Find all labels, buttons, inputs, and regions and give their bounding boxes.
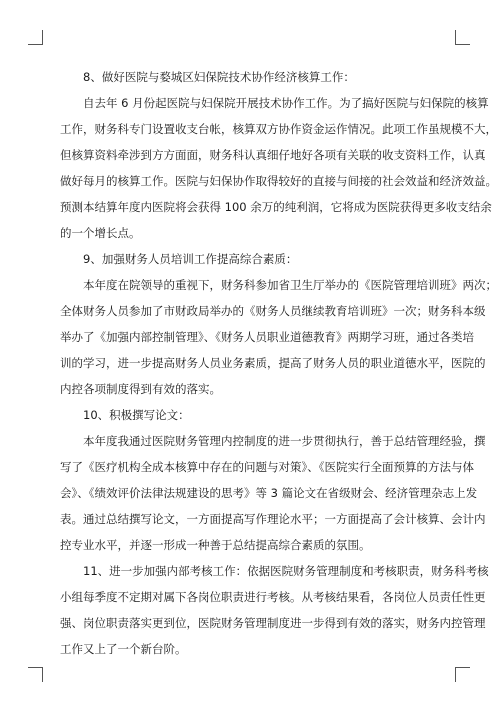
text-line: 写了《医疗机构全成本核算中存在的问题与对策》、《医院实行全面预算的方法与体 <box>60 460 474 474</box>
text-line: 小组每季度不定期对属下各岗位职责进行考核。从考核结果看，各岗位人员责任性更 <box>60 590 486 604</box>
text-line: 的一个增长点。 <box>60 226 141 240</box>
crop-mark-bottom-left <box>28 667 43 682</box>
text-line: 11、进一步加强内部考核工作：依据医院财务管理制度和考核职责，财务科考核 <box>83 564 489 578</box>
paragraph <box>60 64 452 90</box>
text-line: 内控各项制度得到有效的落实。 <box>60 382 221 396</box>
text-line: 但核算资料牵涉到方方面面，财务科认真细仔地好各项有关联的收支资料工作，认真 <box>60 148 486 162</box>
crop-mark-top-right <box>455 30 470 45</box>
paragraph <box>60 428 486 558</box>
text-line: 做好每月的核算工作。医院与妇保协作取得较好的直接与间接的社会效益和经济效益。 <box>60 174 497 188</box>
text-line: 全体财务人员参加了市财政局举办的《财务人员继续教育培训班》一次；财务科本级 <box>60 304 486 318</box>
text-line: 工作又上了一个新台阶。 <box>60 642 187 656</box>
text-line: 8、做好医院与婺城区妇保院技术协作经济核算工作： <box>83 70 355 84</box>
text-line: 举办了《加强内部控制管理》、《财务人员职业道德教育》两期学习班，通过各类培 <box>60 330 474 344</box>
text-line: 强、岗位职责落实更到位，医院财务管理制度进一步得到有效的落实，财务内控管理 <box>60 616 486 630</box>
text-line: 控专业水平，并逐一形成一种善于总结提高综合素质的氛围。 <box>60 538 371 552</box>
paragraph <box>60 90 497 246</box>
text-line: 训的学习，进一步提高财务人员业务素质，提高了财务人员的职业道德水平，医院的 <box>60 356 486 370</box>
text-line: 表。通过总结撰写论文，一方面提高写作理论水平；一方面提高了会计核算、会计内 <box>60 512 486 526</box>
text-line: 工作，财务科专门设置收支台帐，核算双方协作资金运作情况。此项工作虽规模不大， <box>60 122 497 136</box>
paragraph <box>60 246 452 272</box>
paragraph <box>60 272 497 402</box>
text-line: 预测本结算年度内医院将会获得 100 余万的纯利润，它将成为医院获得更多收支结余 <box>60 200 492 214</box>
paragraph <box>60 402 452 428</box>
paragraph <box>60 558 489 662</box>
text-line: 自去年 6 月份起医院与妇保院开展技术协作工作。为了搞好医院与妇保院的核算 <box>83 96 489 110</box>
text-line: 本年度我通过医院财务管理内控制度的进一步贯彻执行，善于总结管理经验，撰 <box>83 434 486 448</box>
crop-mark-top-left <box>28 30 43 45</box>
text-line: 10、积极撰写论文： <box>83 408 190 422</box>
text-line: 会》、《绩效评价法律法规建设的思考》等 3 篇论文在省级财会、经济管理杂志上发 <box>60 486 478 500</box>
text-line: 9、加强财务人员培训工作提高综合素质： <box>83 252 298 266</box>
crop-mark-bottom-right <box>455 667 470 682</box>
text-line: 本年度在院领导的重视下，财务科参加省卫生厅举办的《医院管理培训班》两次； <box>83 278 497 292</box>
document-page <box>60 64 497 662</box>
